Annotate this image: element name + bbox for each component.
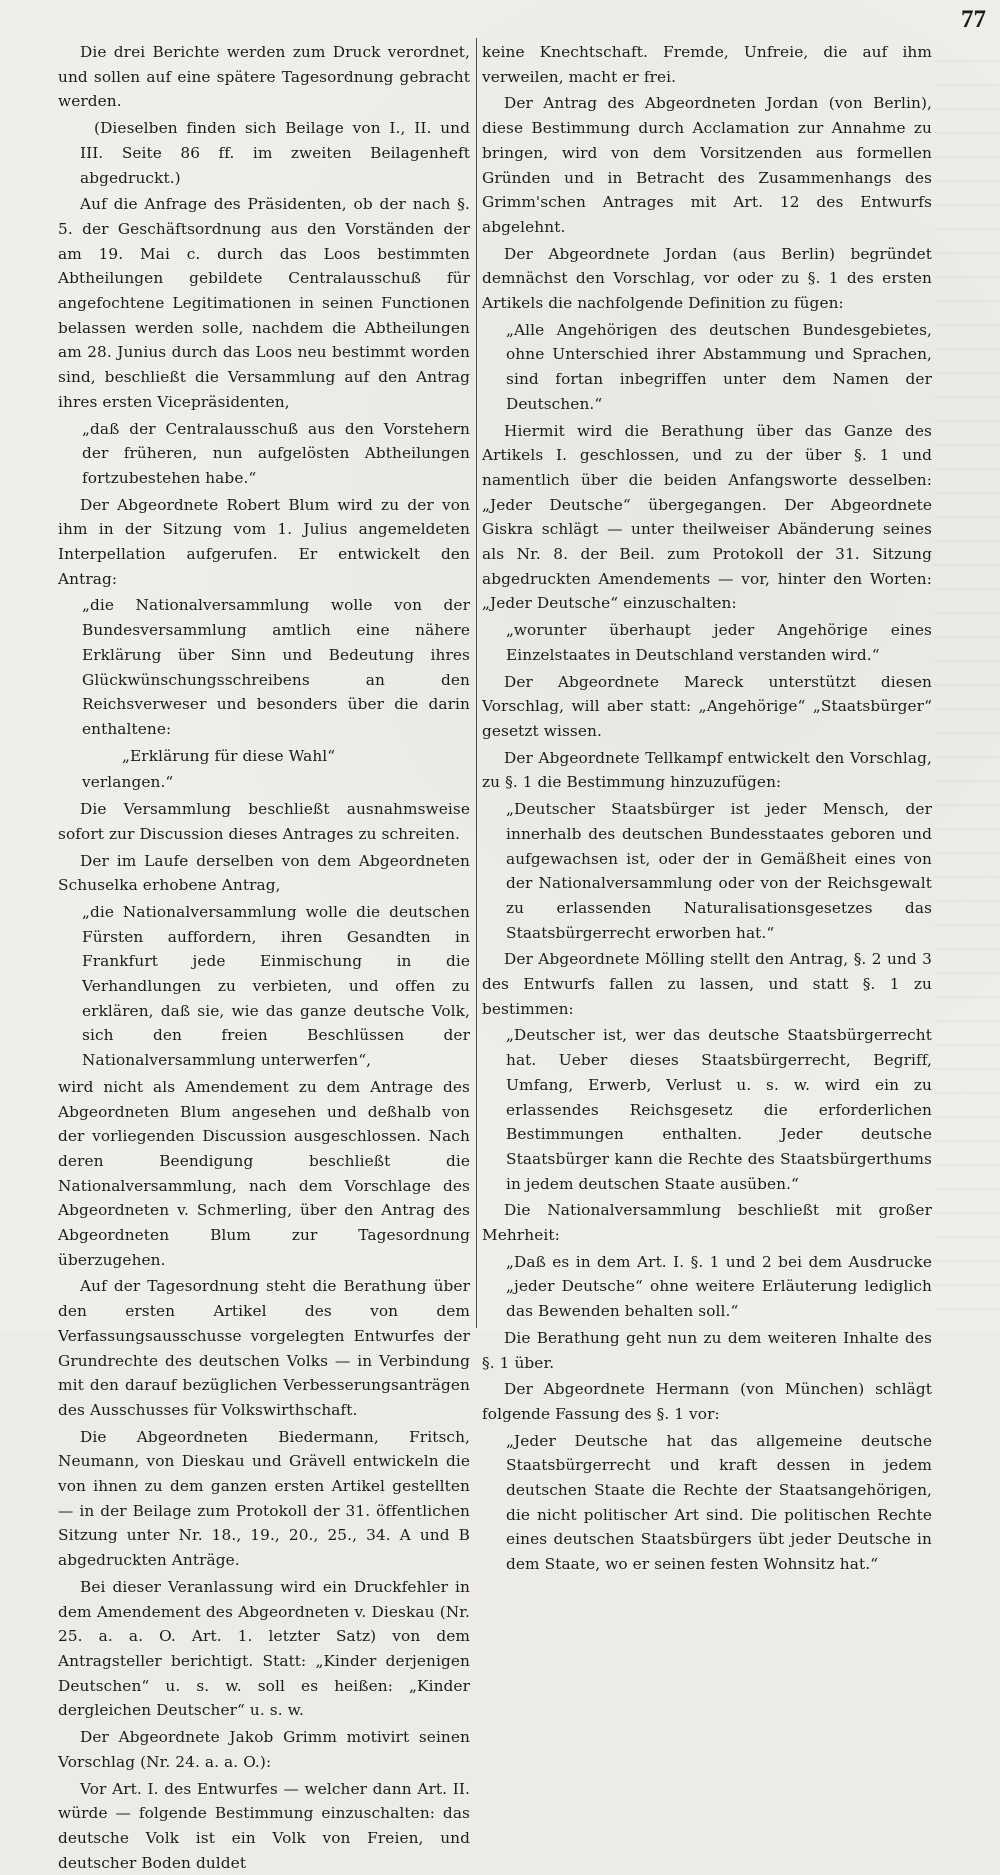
quotation: „die Nationalversammlung wolle die deutschen Fürsten auffordern, ihren Gesandten in Frankfurt jede Einmischung in die Verhandlungen zu verbieten, und offen zu erklären, daß sie, wie das ganze deutsche Volk, sich den freien Beschlüssen der Nationalversammlung unterwerfen“,: [82, 902, 470, 1070]
column-divider: [476, 38, 477, 1328]
paragraph: Der Antrag des Abgeordneten Jordan (von Berlin), diese Bestimmung durch Acclamation zur Annahme zu bringen, wird von dem Vorsitzenden aus formellen Gründen und in Betracht des Zusammenhangs des Grimm'schen Antrages mit Art. 12 des Entwurfs abgelehnt.: [482, 94, 932, 236]
paragraph: Der Abgeordnete Jakob Grimm motivirt seinen Vorschlag (Nr. 24. a. a. O.):: [58, 1728, 470, 1771]
quotation: „die Nationalversammlung wolle von der Bundesversammlung amtlich eine nähere Erklärung über Sinn und Bedeutung ihres Glückwünschungsschreibens an den Reichsverweser und besonders über die darin enthaltene:: [82, 596, 470, 738]
quotation: „Erklärung für diese Wahl“: [122, 746, 336, 765]
paragraph: Die Versammlung beschließt ausnahmsweise sofort zur Discussion dieses Antrages zu schreiten.: [58, 800, 470, 843]
paragraph: Der im Laufe derselben von dem Abgeordneten Schuselka erhobene Antrag,: [58, 851, 470, 895]
paragraph: keine Knechtschaft. Fremde, Unfreie, die auf ihm verweilen, macht er frei.: [482, 43, 932, 86]
paragraph: Der Abgeordnete Hermann (von München) schlägt folgende Fassung des §. 1 vor:: [482, 1380, 932, 1423]
page-number: 77: [961, 6, 986, 33]
quotation: „Alle Angehörigen des deutschen Bundesgebietes, ohne Unterschied ihrer Abstammung und Sprachen, sind fortan inbegriffen unter dem Namen der Deutschen.“: [506, 320, 932, 413]
show-through-text-shadow: [934, 60, 1000, 1310]
paragraph: wird nicht als Amendement zu dem Antrage des Abgeordneten Blum angesehen und deßhalb von der vorliegenden Discussion ausgeschlossen. Nach deren Beendigung beschließt die Nationalversammlung, nach dem Vorschlage des Abgeordneten v. Schmerling, über den Antrag des Abgeordneten Blum zur Tagesordnung überzugehen.: [58, 1077, 470, 1269]
quotation: „daß der Centralausschuß aus den Vorstehern der früheren, nun aufgelösten Abtheilungen fortzubestehen habe.“: [82, 419, 470, 487]
paragraph: Die Nationalversammlung beschließt mit großer Mehrheit:: [482, 1201, 932, 1245]
quotation: verlangen.“: [82, 773, 174, 792]
paragraph: Der Abgeordnete Mölling stellt den Antrag, §. 2 und 3 des Entwurfs fallen zu lassen, und statt §. 1 zu bestimmen:: [482, 950, 932, 1018]
paragraph: Vor Art. I. des Entwurfes — welcher dann Art. II. würde — folgende Bestimmung einzuschalten: das deutsche Volk ist ein Volk von Freien, und deutscher Boden duldet: [58, 1779, 470, 1872]
paragraph: Die drei Berichte werden zum Druck verordnet, und sollen auf eine spätere Tagesordnung gebracht werden.: [58, 43, 470, 111]
quotation: „Jeder Deutsche hat das allgemeine deutsche Staatsbürgerrecht und kraft dessen in jedem deutschen Staate die Rechte der Staatsangehörigen, die nicht politischer Art sind. Die politischen Rechte eines deutschen Staatsbürgers übt jeder Deutsche in dem Staate, wo er seinen festen Wohnsitz hat.“: [506, 1431, 932, 1574]
right-column: [482, 40, 932, 1574]
paragraph: Hiermit wird die Berathung über das Ganze des Artikels I. geschlossen, und zu der über §. 1 und namentlich über die beiden Anfangsworte desselben: „Jeder Deutsche“ übergegangen. Der Abgeordnete Giskra schlägt — unter theilweiser Abänderung seines als Nr. 8. der Beil. zum Protokoll der 31. Sitzung abgedruckten Amendements — vor, hinter den Worten: „Jeder Deutsche“ einzuschalten:: [482, 421, 932, 613]
paragraph: Auf die Anfrage des Präsidenten, ob der nach §. 5. der Geschäftsordnung aus den Vorständen der am 19. Mai c. durch das Loos bestimmten Abtheilungen gebildete Centralausschuß für angefochtene Legitimationen in seinen Functionen belassen werden solle, nachdem die Abtheilungen am 28. Junius durch das Loos neu bestimmt worden sind, beschließt die Versammlung auf den Antrag ihres ersten Vicepräsidenten,: [58, 195, 470, 411]
left-column: [58, 40, 470, 1872]
quotation: „Deutscher ist, wer das deutsche Staatsbürgerrecht hat. Ueber dieses Staatsbürgerrecht, Begriff, Umfang, Erwerb, Verlust u. s. w. wird ein zu erlassendes Reichsgesetz die erforderlichen Bestimmungen enthalten. Jeder deutsche Staatsbürger kann die Rechte des Staatsbürgerthums in jedem deutschen Staate ausüben.“: [506, 1026, 932, 1193]
quotation: „Deutscher Staatsbürger ist jeder Mensch, der innerhalb des deutschen Bundesstaates geboren und aufgewachsen ist, oder der in Gemäßheit eines von der Nationalversammlung oder von der Reichsgewalt zu erlassenden Naturalisationsgesetzes das Staatsbürgerrecht erworben hat.“: [506, 800, 932, 942]
paragraph: (Dieselben finden sich Beilage von I., II. und III. Seite 86 ff. im zweiten Beilagenheft abgedruckt.): [80, 119, 470, 187]
paragraph: Die Abgeordneten Biedermann, Fritsch, Neumann, von Dieskau und Grävell entwickeln die von ihnen zu dem ganzen ersten Artikel gestellten — in der Beilage zum Protokoll der 31. öffentlichen Sitzung unter Nr. 18., 19., 20., 25., 34. A und B abgedruckten Anträge.: [58, 1427, 470, 1570]
paragraph: Auf der Tagesordnung steht die Berathung über den ersten Artikel des von dem Verfassungsausschusse vorgelegten Entwurfes der Grundrechte des deutschen Volks — in Verbindung mit den darauf bezüglichen Verbesserungsanträgen des Ausschusses für Volkswirthschaft.: [58, 1277, 470, 1419]
paragraph: Der Abgeordnete Jordan (aus Berlin) begründet demnächst den Vorschlag, vor oder zu §. 1 des ersten Artikels die nachfolgende Definition zu fügen:: [482, 244, 932, 313]
quotation: „Daß es in dem Art. I. §. 1 und 2 bei dem Ausdrucke „jeder Deutsche“ ohne weitere Erläuterung lediglich das Bewenden behalten soll.“: [506, 1252, 932, 1321]
paragraph: Die Berathung geht nun zu dem weiteren Inhalte des §. 1 über.: [482, 1328, 932, 1372]
paragraph: Der Abgeordnete Mareck unterstützt diesen Vorschlag, will aber statt: „Angehörige“ „Staatsbürger“ gesetzt wissen.: [482, 672, 932, 740]
paragraph: Bei dieser Veranlassung wird ein Druckfehler in dem Amendement des Abgeordneten v. Dieskau (Nr. 25. a. a. O. Art. 1. letzter Satz) von dem Antragsteller berichtigt. Statt: „Kinder derjenigen Deutschen“ u. s. w. soll es heißen: „Kinder dergleichen Deutscher“ u. s. w.: [58, 1577, 470, 1720]
paragraph: Der Abgeordnete Robert Blum wird zu der von ihm in der Sitzung vom 1. Julius angemeldeten Interpellation aufgerufen. Er entwickelt den Antrag:: [58, 495, 470, 588]
quotation: „worunter überhaupt jeder Angehörige eines Einzelstaates in Deutschland verstanden wird.“: [506, 621, 932, 664]
paragraph: Der Abgeordnete Tellkampf entwickelt den Vorschlag, zu §. 1 die Bestimmung hinzuzufügen:: [482, 748, 932, 792]
